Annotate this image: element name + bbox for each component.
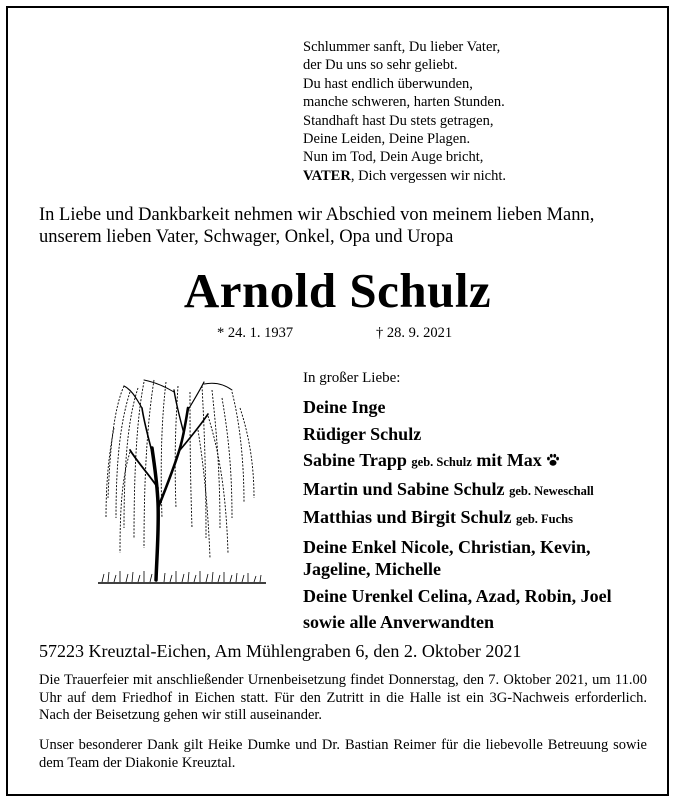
family-member: sowie alle Anverwandten	[303, 612, 494, 632]
family-member: Rüdiger Schulz	[303, 423, 422, 444]
poem-line: Deine Leiden, Deine Plagen.	[303, 131, 471, 148]
family-member	[303, 447, 653, 476]
family-member-addition: mit Max	[476, 450, 542, 470]
obituary-frame	[6, 6, 669, 796]
poem-last-rest: , Dich vergessen wir nicht.	[350, 167, 506, 184]
poem-line: Schlummer sanft, Du lieber Vater,	[303, 39, 501, 55]
thanks-paragraph: Unser besonderer Dank gilt Heike Dumke und Dr. Bastian Reimer für die liebevolle Betreuung sowie dem Team der Diakonie Kreuztal.	[39, 737, 647, 771]
family-member	[303, 504, 653, 533]
intro-text: In Liebe und Dankbarkeit nehmen wir Abschied von meinem lieben Mann, unserem lieben Vater, Schwager, Onkel, Opa und Uropa	[39, 205, 595, 247]
deceased-name: Arnold Schulz	[183, 263, 492, 318]
poem-line: Nun im Tod, Dein Auge bricht,	[303, 149, 484, 166]
family-member-name: Sabine Trapp	[303, 450, 407, 470]
family-member: Deine Urenkel Celina, Azad, Robin, Joel	[303, 585, 612, 606]
maiden-name: geb. Schulz	[411, 455, 472, 469]
poem-line: Standhaft hast Du stets getragen,	[303, 112, 494, 129]
family-member: Deine Inge	[303, 397, 386, 417]
family-member-name: Matthias und Birgit Schulz	[303, 507, 512, 527]
address-line: 57223 Kreuztal-Eichen, Am Mühlengraben 6, den 2. Oktober 2021	[39, 641, 522, 661]
weeping-willow-icon	[94, 368, 274, 593]
family-list	[303, 394, 653, 636]
funeral-info-paragraph: Die Trauerfeier mit anschließender Urnenbeisetzung findet Donnerstag, den 7. Oktober 2021, um 11.00 Uhr auf dem Friedhof in Eichen statt. Für den Zutritt in die Halle ist ein 3G-Nachweis erforderlich. Nach der Beisetzung gehen wir still auseinander.	[39, 672, 647, 723]
death-date: † 28. 9. 2021	[376, 325, 453, 341]
poem-last-line	[303, 167, 506, 185]
family-member	[303, 476, 653, 505]
birth-date: * 24. 1. 1937	[217, 325, 294, 341]
family-member: Deine Enkel Nicole, Christian, Kevin,	[303, 536, 591, 557]
poem	[303, 38, 506, 185]
paw-icon	[546, 453, 560, 467]
maiden-name: geb. Neweschall	[509, 483, 594, 498]
family-member-name: Martin und Sabine Schulz	[303, 478, 505, 499]
poem-vater: VATER	[303, 167, 351, 184]
maiden-name: geb. Fuchs	[516, 512, 573, 526]
poem-line: manche schweren, harten Stunden.	[303, 94, 505, 111]
family-member: Jageline, Michelle	[303, 558, 441, 579]
poem-line: der Du uns so sehr geliebt.	[303, 57, 458, 74]
love-line: In großer Liebe:	[303, 370, 401, 386]
poem-line: Du hast endlich überwunden,	[303, 75, 473, 92]
